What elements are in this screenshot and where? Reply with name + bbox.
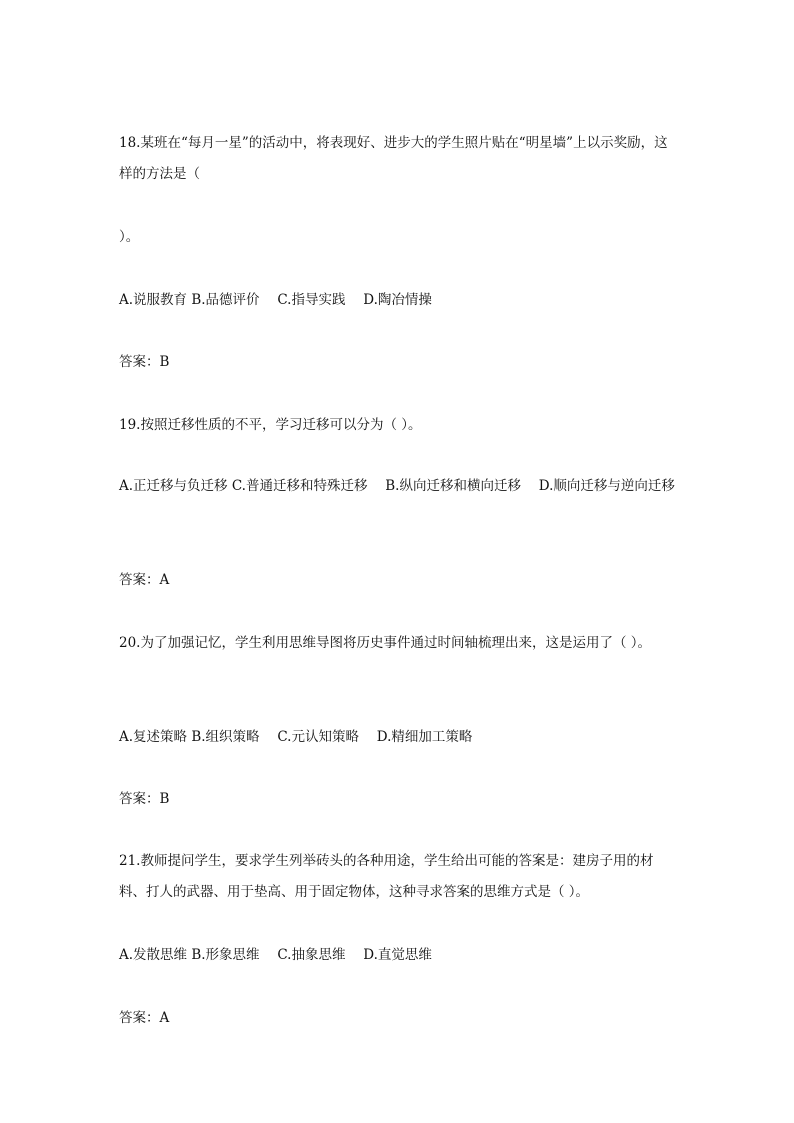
question-18-stem-tail: ）。 — [119, 229, 140, 245]
question-21-stem: 21.教师提问学生，要求学生列举砖头的各种用途，学生给出可能的答案是：建房子用的材料、打人的武器、用于垫高、用于固定物体，这种寻求答案的思维方式是（ ）。 — [119, 853, 654, 900]
question-18-options: A.说服教育 B.品德评价 C.指导实践 D.陶冶情操 — [119, 292, 432, 308]
question-18-answer: 答案：B — [119, 354, 170, 370]
question-20-answer: 答案：B — [119, 791, 170, 807]
question-19-options: A.正迁移与负迁移 C.普通迁移和特殊迁移 B.纵向迁移和横向迁移 D.顺向迁移与逆向迁移 — [119, 478, 675, 494]
question-21-options: A.发散思维 B.形象思维 C.抽象思维 D.直觉思维 — [119, 947, 432, 963]
question-21-answer: 答案：A — [119, 1010, 170, 1026]
question-19-answer: 答案：A — [119, 572, 170, 588]
question-19-stem: 19.按照迁移性质的不平，学习迁移可以分为（ ）。 — [119, 417, 422, 433]
question-20-options: A.复述策略 B.组织策略 C.元认知策略 D.精细加工策略 — [119, 729, 473, 745]
question-20-stem: 20.为了加强记忆，学生利用思维导图将历史事件通过时间轴梳理出来，这是运用了（ ）。 — [119, 635, 652, 651]
question-18-stem: 18.某班在“每月一星”的活动中，将表现好、进步大的学生照片贴在“明星墙”上以示奖励，这样的方法是（ — [119, 135, 668, 182]
